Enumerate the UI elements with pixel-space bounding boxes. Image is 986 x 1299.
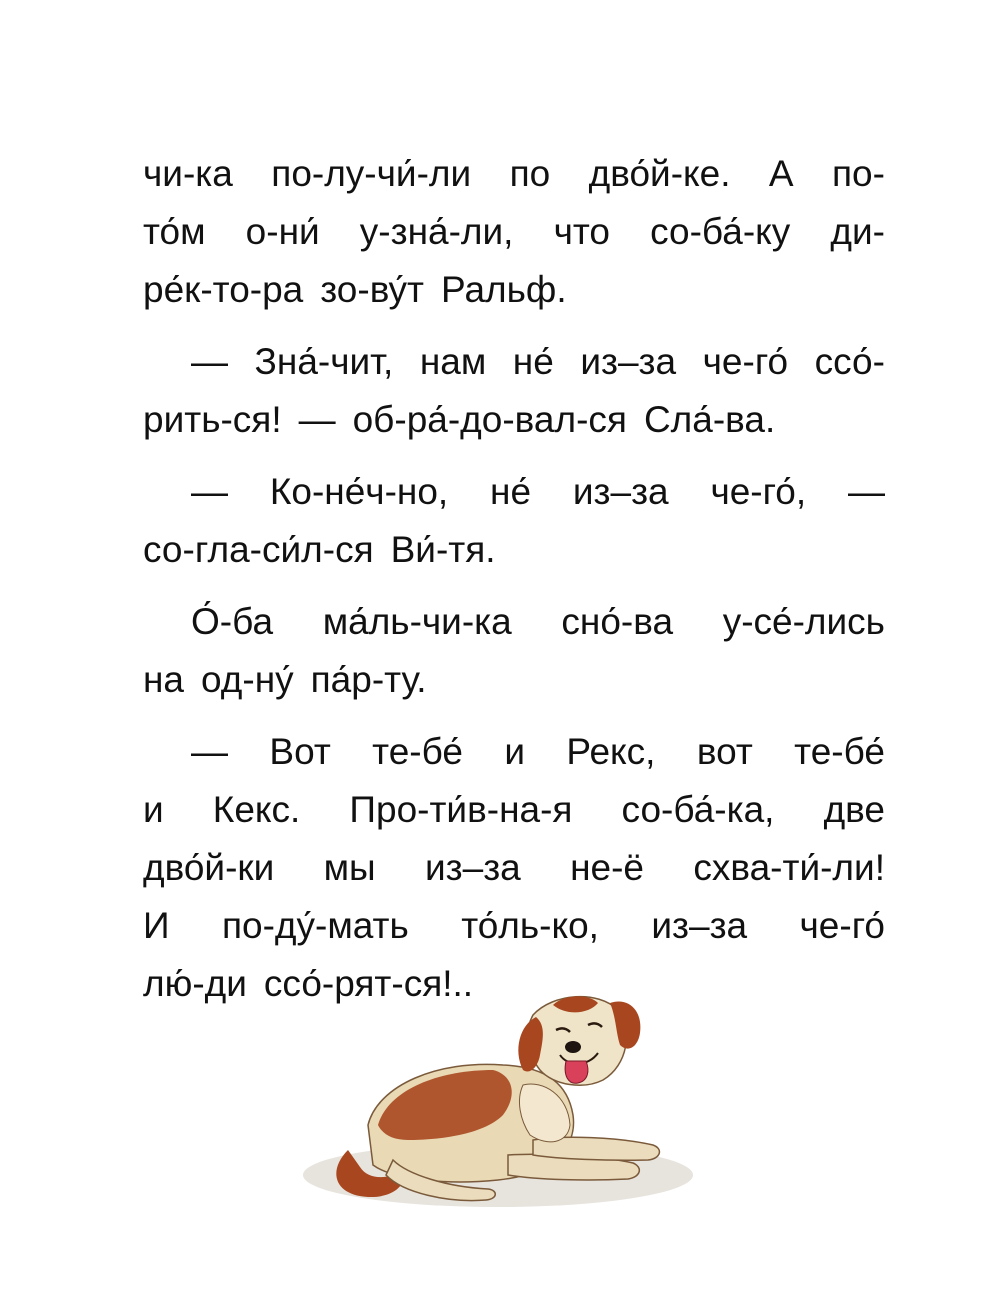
word: Зна́-чит,	[254, 341, 394, 382]
word: ссо́-	[814, 341, 885, 382]
word: не́	[490, 471, 532, 512]
text-line	[143, 333, 885, 391]
word: чи-ка	[143, 153, 233, 194]
dog-illustration	[298, 975, 698, 1220]
text-line	[143, 651, 885, 709]
word: об-ра́-до-вал-ся	[352, 399, 627, 440]
word: па́р-ту.	[310, 659, 427, 700]
word: Ральф.	[441, 269, 567, 310]
word: у-се́-лись	[722, 601, 885, 642]
dog-nose	[565, 1041, 581, 1053]
word: Ко-не́ч-но,	[269, 471, 449, 512]
word: не́	[512, 341, 554, 382]
word: че-го́	[799, 905, 885, 946]
word: зо-ву́т	[320, 269, 424, 310]
word: Кекс.	[212, 789, 301, 830]
word: схва-ти́-ли!	[693, 847, 885, 888]
word: о-ни́	[245, 211, 320, 252]
word: сно́-ва	[561, 601, 674, 642]
word: од-ну́	[201, 659, 294, 700]
word: из–за	[424, 847, 521, 888]
word: лю́-ди	[143, 963, 247, 1004]
word: что	[553, 211, 610, 252]
word: рить-ся!	[143, 399, 282, 440]
word: нам	[419, 341, 487, 382]
paragraph	[143, 333, 885, 449]
word: из–за	[651, 905, 748, 946]
word: со-гла-си́л-ся	[143, 529, 374, 570]
text-line	[143, 391, 885, 449]
text-line	[143, 521, 885, 579]
word: Вот	[269, 731, 331, 772]
story-text	[143, 145, 885, 1013]
word: мы	[323, 847, 376, 888]
word: ре́к-то-ра	[143, 269, 304, 310]
word: у-зна́-ли,	[359, 211, 514, 252]
word: О́-ба	[191, 601, 274, 642]
word: те-бе́	[794, 731, 885, 772]
word: по	[509, 153, 551, 194]
text-line	[143, 781, 885, 839]
word: две	[823, 789, 885, 830]
word: то́м	[143, 211, 206, 252]
word: со-ба́-ка,	[621, 789, 775, 830]
text-line	[143, 145, 885, 203]
dog-tongue	[565, 1061, 588, 1083]
paragraph	[143, 463, 885, 579]
paragraph	[143, 593, 885, 709]
word: А	[768, 153, 794, 194]
word: —	[298, 399, 336, 440]
text-line	[143, 203, 885, 261]
word: не-ё	[570, 847, 645, 888]
word: ссо́-рят-ся!..	[263, 963, 474, 1004]
word: И	[143, 905, 170, 946]
word: то́ль-ко,	[461, 905, 599, 946]
paragraph	[143, 145, 885, 319]
word: че-го́,	[710, 471, 807, 512]
text-line	[143, 593, 885, 651]
word: по-ду́-мать	[222, 905, 409, 946]
word: по-	[832, 153, 885, 194]
text-line	[143, 897, 885, 955]
word: —	[191, 341, 228, 382]
text-line	[143, 463, 885, 521]
word: —	[848, 471, 885, 512]
word: со-ба́-ку	[650, 211, 791, 252]
text-line	[143, 839, 885, 897]
word: дво́й-ке.	[588, 153, 731, 194]
word: ди-	[830, 211, 885, 252]
word: вот	[696, 731, 753, 772]
word: те-бе́	[372, 731, 463, 772]
word: Про-ти́в-на-я	[349, 789, 573, 830]
word: на	[143, 659, 185, 700]
word: че-го́	[702, 341, 789, 382]
word: из–за	[580, 341, 677, 382]
word: дво́й-ки	[143, 847, 275, 888]
text-line	[143, 261, 885, 319]
word: по-лу-чи́-ли	[271, 153, 472, 194]
paragraph	[143, 723, 885, 1013]
word: Ви́-тя.	[390, 529, 496, 570]
word: из–за	[572, 471, 669, 512]
word: —	[191, 731, 228, 772]
word: и	[143, 789, 164, 830]
text-line	[143, 723, 885, 781]
word: —	[191, 471, 228, 512]
word: Сла́-ва.	[643, 399, 776, 440]
word: и	[504, 731, 526, 772]
word: Рекс,	[566, 731, 656, 772]
word: ма́ль-чи-ка	[322, 601, 512, 642]
